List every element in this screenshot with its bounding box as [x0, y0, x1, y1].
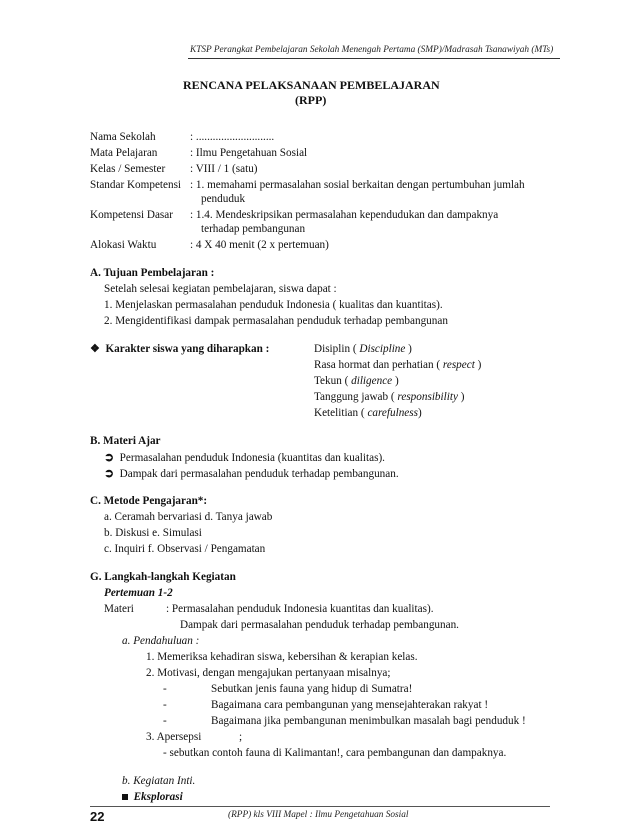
time-label: Alokasi Waktu [90, 239, 157, 251]
karakter-item: Ketelitian ( carefulness) [314, 407, 422, 419]
time-value: : 4 X 40 menit (2 x pertemuan) [190, 239, 329, 251]
doc-title-abbrev: (RPP) [295, 93, 327, 107]
sk-value-line1: : 1. memahami permasalahan sosial berkaitan dengan pertumbuhan jumlah [190, 179, 525, 191]
subject-value: : Ilmu Pengetahuan Sosial [190, 147, 308, 159]
objective-item: 2. Mengidentifikasi dampak permasalahan penduduk terhadap pembangunan [104, 315, 448, 327]
materi-item: ➲ Permasalahan penduduk Indonesia (kuantitas dan kualitas). [104, 450, 385, 464]
objective-item: 1. Menjelaskan permasalahan penduduk Indonesia ( kualitas dan kuantitas). [104, 299, 443, 311]
class-value: : VIII / 1 (satu) [190, 163, 258, 175]
page-number: 22 [90, 809, 105, 824]
karakter-item: Rasa hormat dan perhatian ( respect ) [314, 359, 482, 371]
karakter-heading [90, 342, 269, 356]
apersepsi-colon: ; [239, 731, 243, 743]
karakter-label: Karakter siswa yang diharapkan : [105, 343, 270, 355]
school-label: Nama Sekolah [90, 131, 156, 143]
dash-bullet: - [163, 683, 167, 695]
materi-value-line1: : Permasalahan penduduk Indonesia kuantitas dan kualitas). [166, 603, 434, 615]
page-footer: (RPP) kls VIII Mapel : Ilmu Pengetahuan Sosial [228, 810, 409, 820]
class-label: Kelas / Semester [90, 163, 166, 175]
eksplorasi-item: Eksplorasi [122, 790, 183, 804]
header-rule [188, 58, 560, 59]
motivation-question: Bagaimana jika pembangunan menimbulkan masalah bagi penduduk ! [211, 715, 526, 727]
diamond-bullet-icon: ❖ [90, 343, 100, 355]
motivation-question: Bagaimana cara pembangunan yang mensejahterakan rakyat ! [211, 699, 489, 711]
karakter-item: Tekun ( diligence ) [314, 375, 399, 387]
subject-label: Mata Pelajaran [90, 147, 158, 159]
karakter-item: Disiplin ( Discipline ) [314, 343, 412, 355]
school-value: : ............................ [190, 131, 275, 143]
method-item: b. Diskusi e. Simulasi [104, 527, 202, 539]
apersepsi-label: 3. Apersepsi [146, 731, 202, 743]
section-a-heading: A. Tujuan Pembelajaran : [90, 267, 215, 279]
pendahuluan-step: 1. Memeriksa kehadiran siswa, kebersihan & kerapian kelas. [146, 651, 418, 663]
motivation-question: Sebutkan jenis fauna yang hidup di Sumatra! [211, 683, 413, 695]
sk-value-line2: penduduk [201, 193, 246, 205]
arrow-bullet-icon: ➲ [104, 466, 115, 480]
page-header: KTSP Perangkat Pembelajaran Sekolah Menengah Pertama (SMP)/Madrasah Tsanawiyah (MTs) [190, 45, 554, 55]
section-c-heading: C. Metode Pengajaran*: [90, 495, 208, 507]
kd-label: Kompetensi Dasar [90, 209, 173, 221]
sk-label: Standar Kompetensi [90, 179, 182, 191]
arrow-bullet-icon: ➲ [104, 450, 115, 464]
method-item: a. Ceramah bervariasi d. Tanya jawab [104, 511, 273, 523]
materi-item: ➲ Dampak dari permasalahan penduduk terhadap pembangunan. [104, 466, 399, 480]
section-a-intro: Setelah selesai kegiatan pembelajaran, siswa dapat : [104, 283, 337, 295]
dash-bullet: - [163, 699, 167, 711]
pendahuluan-label: a. Pendahuluan : [122, 635, 200, 647]
meeting-label: Pertemuan 1-2 [104, 587, 173, 599]
kd-value-line2: terhadap pembangunan [201, 223, 306, 235]
apersepsi-value: - sebutkan contoh fauna di Kalimantan!, cara pembangunan dan dampaknya. [163, 747, 507, 759]
materi-value-line2: Dampak dari permasalahan penduduk terhadap pembangunan. [180, 619, 459, 631]
section-g-heading: G. Langkah-langkah Kegiatan [90, 571, 236, 583]
materi-label: Materi [104, 603, 134, 615]
pendahuluan-step: 2. Motivasi, dengan mengajukan pertanyaan misalnya; [146, 667, 391, 679]
kd-value-line1: : 1.4. Mendeskripsikan permasalahan kependudukan dan dampaknya [190, 209, 499, 221]
doc-title: RENCANA PELAKSANAAN PEMBELAJARAN [183, 78, 440, 92]
karakter-item: Tanggung jawab ( responsibility ) [314, 391, 465, 403]
dash-bullet: - [163, 715, 167, 727]
square-bullet-icon [122, 794, 128, 800]
kegiatan-inti-label: b. Kegiatan Inti. [122, 775, 196, 787]
method-item: c. Inquiri f. Observasi / Pengamatan [104, 543, 266, 555]
footer-rule [90, 806, 550, 807]
section-b-heading: B. Materi Ajar [90, 435, 161, 447]
